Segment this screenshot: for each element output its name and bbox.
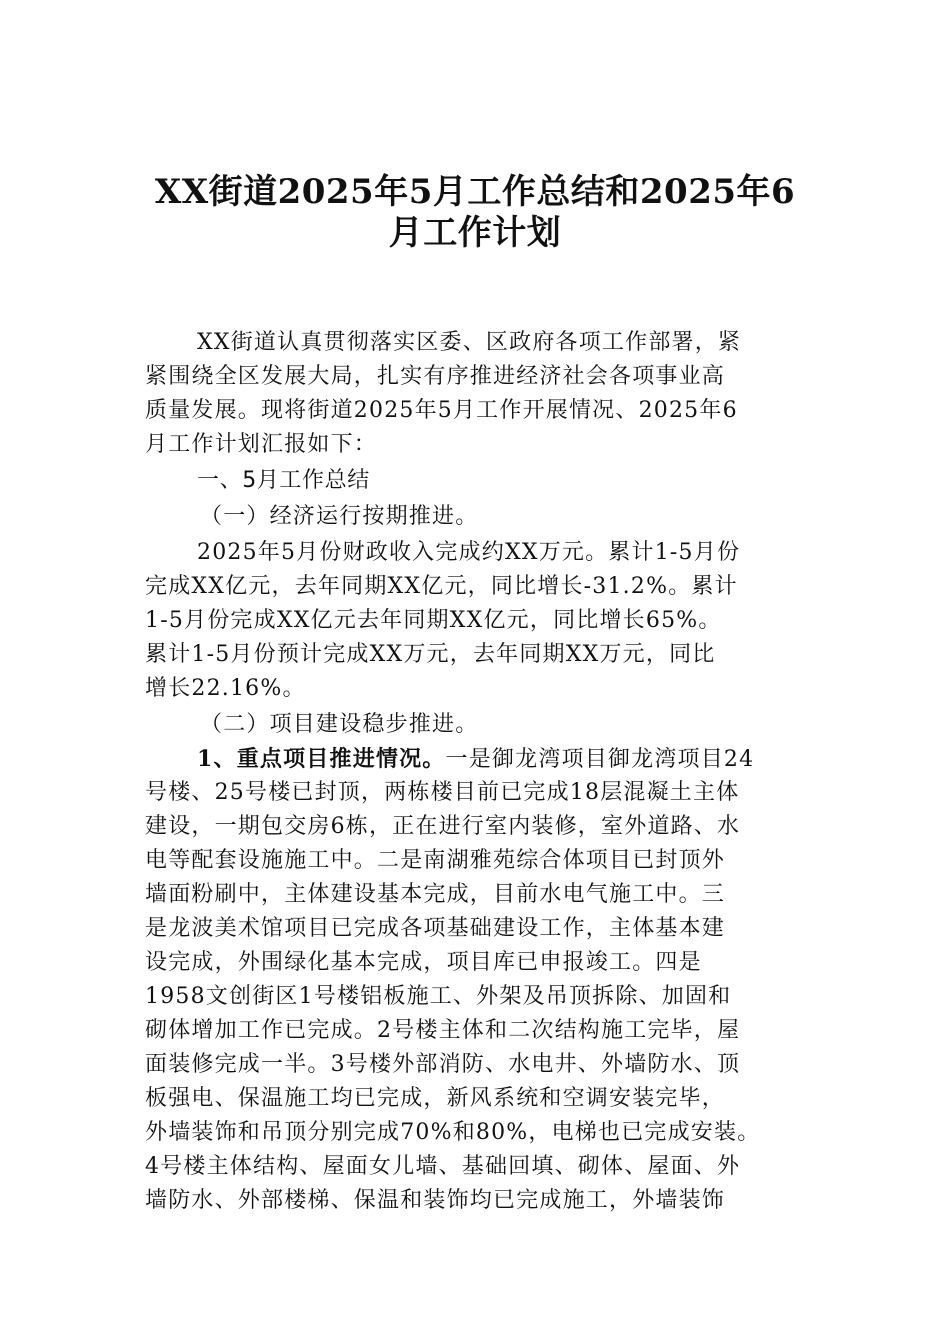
intro-paragraph-line: 质量发展。现将街道2025年5月工作开展情况、2025年6 xyxy=(145,398,738,423)
section-heading-may-summary: 一、5月工作总结 xyxy=(197,468,370,493)
projects-paragraph-line: 设完成，外围绿化基本完成，项目库已申报竣工。四是 xyxy=(145,950,702,975)
projects-paragraph-line: 4号楼主体结构、屋面女儿墙、基础回填、砌体、屋面、外 xyxy=(145,1154,741,1179)
intro-paragraph-line: XX街道认真贯彻落实区委、区政府各项工作部署，紧 xyxy=(197,330,742,355)
intro-paragraph-line: 紧围绕全区发展大局，扎实有序推进经济社会各项事业高 xyxy=(145,364,726,389)
economy-paragraph-line: 累计1-5月份预计完成XX万元，去年同期XX万元，同比 xyxy=(145,642,716,667)
projects-paragraph-line: 墙防水、外部楼梯、保温和装饰均已完成施工，外墙装饰 xyxy=(145,1188,726,1213)
projects-paragraph-line: 面装修完成一半。3号楼外部消防、水电井、外墙防水、顶 xyxy=(145,1052,741,1077)
projects-paragraph-line: 墙面粉刷中，主体建设基本完成，目前水电气施工中。三 xyxy=(145,882,726,907)
projects-paragraph-line: 1958文创街区1号楼铝板施工、外架及吊顶拆除、加固和 xyxy=(145,984,732,1009)
economy-paragraph-line: 1-5月份完成XX亿元去年同期XX亿元，同比增长65%。 xyxy=(145,608,722,633)
economy-paragraph-line: 完成XX亿元，去年同期XX亿元，同比增长-31.2%。累计 xyxy=(145,574,738,599)
projects-paragraph-line: 砌体增加工作已完成。2号楼主体和二次结构施工完毕，屋 xyxy=(145,1018,741,1043)
projects-paragraph-line: 板强电、保温施工均已完成，新风系统和空调安装完毕， xyxy=(145,1086,726,1111)
projects-paragraph-line: 电等配套设施施工中。二是南湖雅苑综合体项目已封顶外 xyxy=(145,848,726,873)
subsection-heading-economy: （一）经济运行按期推进。 xyxy=(200,504,479,529)
subsection-heading-projects: （二）项目建设稳步推进。 xyxy=(200,712,479,737)
document-title-line-2: 月工作计划 xyxy=(388,213,562,253)
intro-paragraph-line: 月工作计划汇报如下： xyxy=(145,432,378,457)
economy-paragraph-line: 增长22.16%。 xyxy=(145,676,306,701)
projects-paragraph-first-line-text: 一是御龙湾项目御龙湾项目24 xyxy=(445,747,755,772)
economy-paragraph-line: 2025年5月份财政收入完成约XX万元。累计1-5月份 xyxy=(197,540,741,565)
projects-paragraph-line: 建设，一期包交房6栋，正在进行室内装修，室外道路、水 xyxy=(145,814,741,839)
projects-paragraph-line: 外墙装饰和吊顶分别完成70%和80%，电梯也已完成安装。 xyxy=(145,1120,761,1145)
document-title-line-1: XX街道2025年5月工作总结和2025年6 xyxy=(154,172,796,212)
key-projects-lead: 1、重点项目推进情况。 xyxy=(197,746,446,772)
projects-paragraph-line: 是龙波美术馆项目已完成各项基础建设工作，主体基本建 xyxy=(145,916,726,941)
projects-paragraph-first-line xyxy=(197,744,754,775)
projects-paragraph-line: 号楼、25号楼已封顶，两栋楼目前已完成18层混凝土主体 xyxy=(145,780,740,805)
